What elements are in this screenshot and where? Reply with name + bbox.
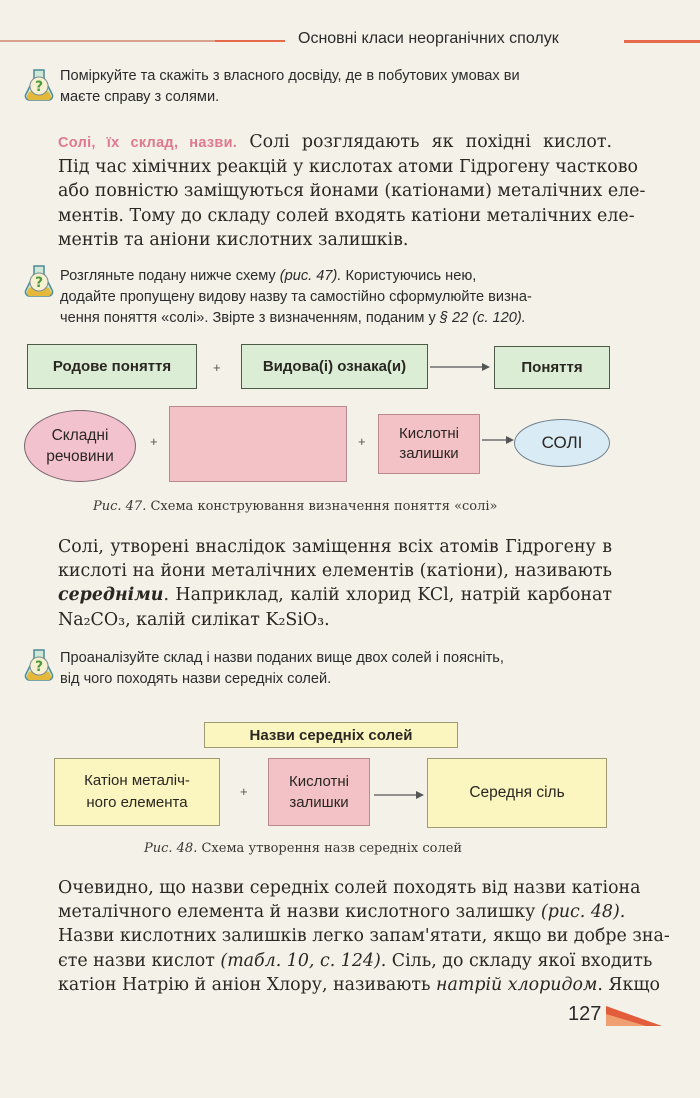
- box-line: Кислотні: [398, 425, 460, 442]
- species-feature-box: Видова(і) ознака(и): [241, 344, 428, 389]
- text-line: Очевидно, що назви середніх солей походять від назви катіона: [58, 878, 641, 898]
- ellipse-line: речовини: [46, 448, 114, 465]
- acid-residues-box: [378, 414, 480, 474]
- text-run: металічного елемента й назви кислотного залишку: [58, 902, 541, 923]
- section-heading: Солі, їх склад, назви.: [58, 135, 238, 151]
- page-number: 127: [568, 1003, 602, 1025]
- paragraph-naming: [58, 876, 670, 997]
- plus-sign: +: [358, 434, 366, 449]
- page-corner-decoration: [606, 1004, 666, 1028]
- figure-reference: (рис. 48).: [540, 902, 626, 923]
- caption-label: Рис. 48.: [144, 841, 198, 856]
- ellipse-line: Складні: [51, 427, 109, 444]
- question-line: маєте справу з солями.: [60, 89, 220, 105]
- generic-concept-box: Родове поняття: [27, 344, 197, 389]
- think-question-icon: [22, 262, 56, 298]
- text-line: кислоті на йони металічних елементів (катіони), називають: [58, 561, 612, 582]
- question-block-3: [60, 648, 620, 690]
- term-normal-salts: середніми: [58, 585, 164, 606]
- text-line: Солі, утворені внаслідок заміщення всіх атомів Гідрогену в: [58, 537, 612, 557]
- caption-text: Схема конструювання визначення поняття «солі»: [146, 499, 498, 514]
- think-question-icon: [22, 646, 56, 682]
- arrow-right-icon: [372, 788, 428, 802]
- arrow-right-icon: [428, 360, 494, 374]
- plus-sign: +: [240, 784, 248, 799]
- term-sodium-chloride: натрій хлоридом: [436, 974, 598, 995]
- figure-48-caption: [144, 841, 462, 856]
- text-run: катіон Натрію й аніон Хлору, називають: [58, 974, 437, 995]
- caption-text: Схема утворення назв середніх солей: [197, 841, 463, 856]
- text-run: Користуючись нею,: [341, 268, 477, 284]
- acid-residues-box: [268, 758, 370, 826]
- box-line: Кислотні: [288, 773, 350, 790]
- figure-reference: (рис. 47).: [279, 268, 342, 284]
- question-block-2: [60, 266, 620, 329]
- svg-text:?: ?: [34, 659, 44, 675]
- question-line: Проаналізуйте склад і назви поданих вище двох солей і поясніть,: [60, 650, 504, 666]
- salts-ellipse: СОЛІ: [514, 419, 610, 467]
- svg-text:?: ?: [34, 79, 44, 95]
- caption-label: Рис. 47.: [93, 499, 147, 514]
- formula-k2sio3: K₂SiO₃: [265, 609, 325, 630]
- missing-species-name-box: [169, 406, 347, 482]
- question-line: додайте пропущену видову назву та самостійно сформулюйте визна-: [60, 289, 532, 305]
- complex-substances-ellipse: [24, 410, 136, 482]
- text-run: Сіль, до складу якої входить: [386, 950, 653, 971]
- arrow-right-icon: [480, 433, 516, 447]
- question-line: від чого походять назви середніх солей.: [60, 671, 332, 687]
- figure-47-caption: [93, 499, 498, 514]
- metal-cation-box: [54, 758, 220, 826]
- header-rule-left: [0, 40, 285, 42]
- text-line: ментів та аніони кислотних залишків.: [58, 229, 409, 250]
- formula-na2co3: Na₂CO₃: [58, 609, 126, 630]
- running-header-title: Основні класи неорганічних сполук: [298, 30, 559, 47]
- text-line: ментів. Тому до складу солей входять катіони металічних еле-: [58, 205, 635, 226]
- text-run: . Наприклад, калій хлорид KCl, натрій карбонат: [163, 585, 612, 606]
- box-line: ного елемента: [86, 794, 188, 811]
- header-rule-right: [624, 40, 700, 43]
- box-line: залишки: [399, 445, 459, 462]
- text-run: Солі розглядають як похідні кислот.: [237, 132, 613, 152]
- section-reference: § 22 (с. 120).: [439, 310, 526, 326]
- text-run: , калій силікат: [125, 609, 266, 630]
- paragraph-normal-salts: [58, 535, 612, 632]
- text-line: Назви кислотних залишків легко запам'ятати, якщо ви добре зна-: [58, 926, 670, 947]
- box-line: Катіон металіч-: [84, 772, 190, 789]
- table-reference: (табл. 10, с. 124).: [220, 950, 387, 971]
- box-line: залишки: [289, 794, 349, 811]
- paragraph-salts-composition: [58, 130, 646, 252]
- concept-box: Поняття: [494, 346, 610, 389]
- normal-salts-names-title: Назви середніх солей: [204, 722, 458, 748]
- svg-text:?: ?: [34, 275, 44, 291]
- text-run: чення поняття «солі». Звірте з визначенням, поданим у: [60, 310, 440, 326]
- plus-sign: +: [150, 434, 158, 449]
- question-block-1: [60, 66, 620, 108]
- text-line: або повністю заміщуються йонами (катіонами) металічних еле-: [58, 181, 646, 202]
- plus-sign: +: [213, 360, 221, 375]
- text-run: єте назви кислот: [58, 950, 221, 971]
- question-line: Поміркуйте та скажіть з власного досвіду, де в побутових умовах ви: [60, 68, 520, 84]
- text-run: . Якщо: [597, 974, 660, 995]
- text-run: Розгляньте подану нижче схему: [60, 268, 280, 284]
- think-question-icon: [22, 66, 56, 102]
- normal-salt-box: Середня сіль: [427, 758, 607, 828]
- text-run: .: [324, 609, 330, 630]
- text-line: Під час хімічних реакцій у кислотах атоми Гідрогену частково: [58, 157, 638, 178]
